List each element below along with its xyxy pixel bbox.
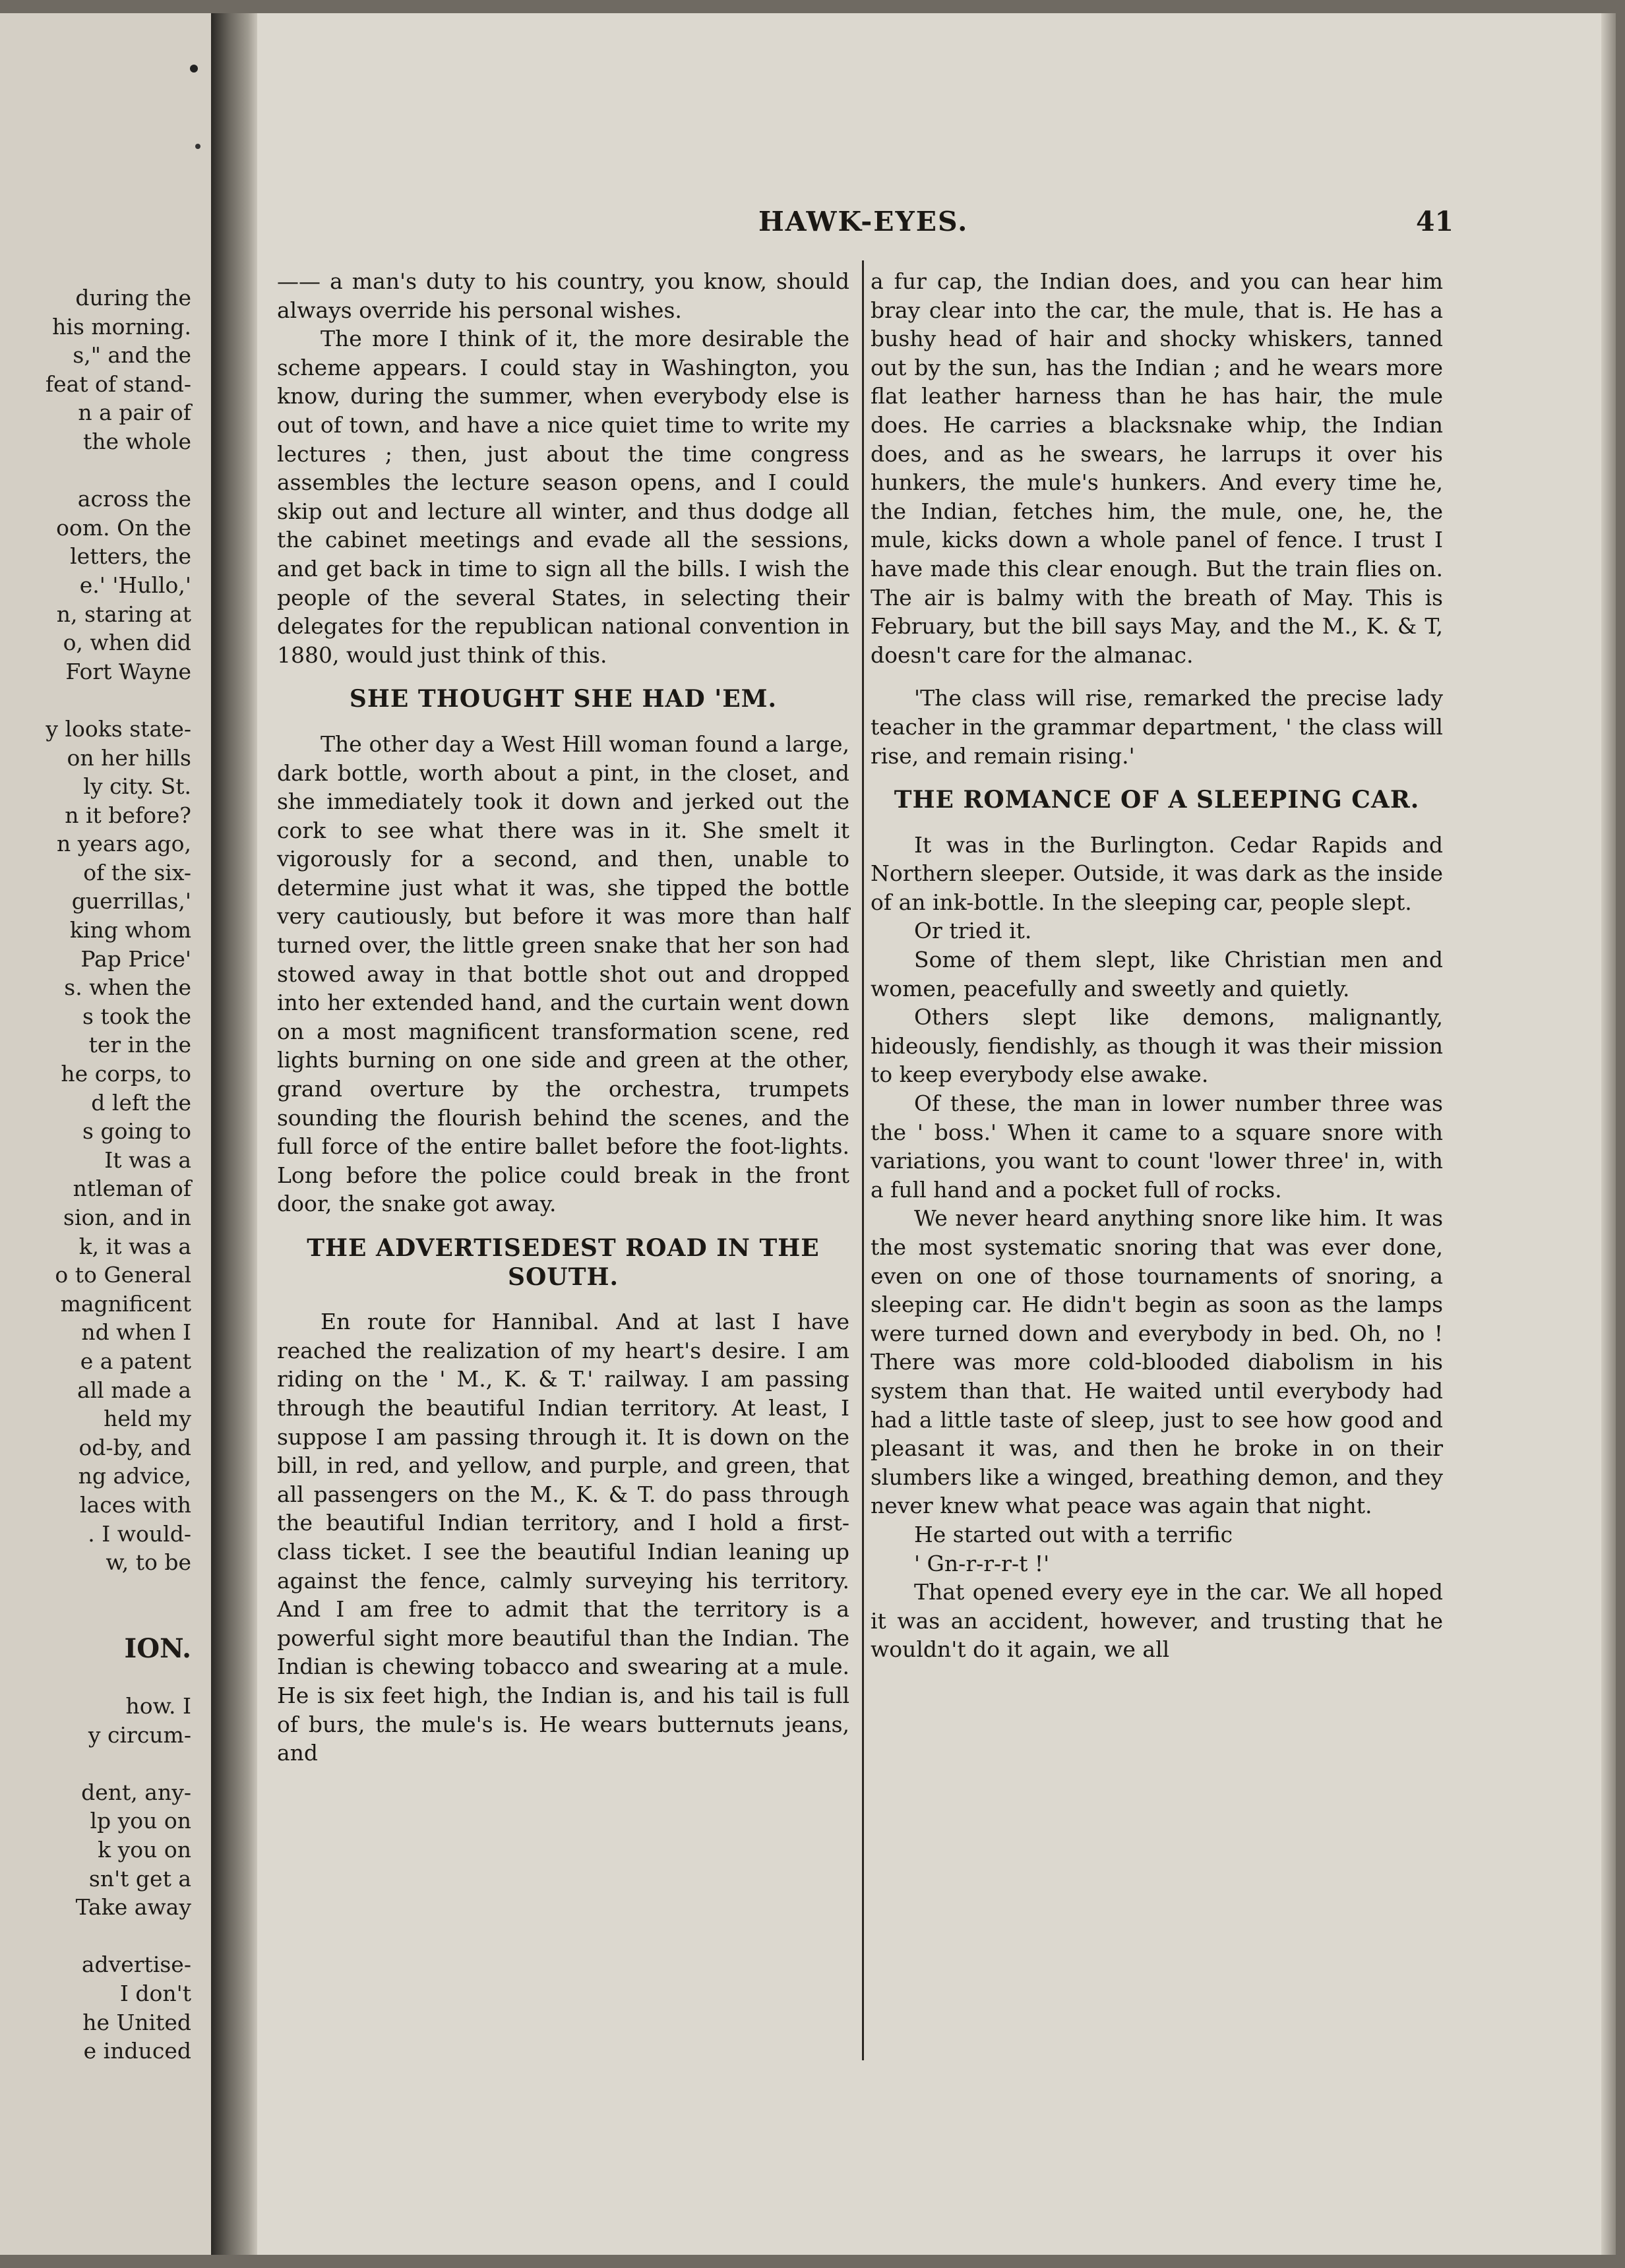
facing-page-line: e a patent — [80, 1348, 191, 1374]
facing-page-line: k you on — [98, 1837, 191, 1863]
facing-page-line: the whole — [83, 428, 191, 454]
paragraph: The other day a West Hill woman found a large, dark bottle, worth about a pint, in the closet, and she immediately took it down and jerked out the cork to see what there was in it. She smelt it vigorously for a second, and then, unable to determine just what it was, she tipped the bottle very cautiously, but before it was more than half turned over, the little green snake that her son had stowed away in that bottle shot out and dropped into her extended hand, and the curtain went down on a most magnificent transformation scene, red lights burning on one side and green at the other, grand overture by the orchestra, trumpets sounding the flourish behind the scenes, and the full force of the entire ballet before the foot-lights. Long before the police could break in the front door, the snake got away. — [277, 731, 849, 1217]
facing-page-line: o to General — [55, 1262, 191, 1288]
paragraph: He started out with a terrific — [914, 1521, 1233, 1547]
paragraph: —— a man's duty to his country, you know, should always override his personal wishes. — [277, 268, 849, 323]
facing-page-line: of the six- — [83, 859, 191, 885]
facing-page-line: all made a — [77, 1377, 191, 1403]
facing-page-line: w, to be — [106, 1549, 191, 1576]
facing-page-line: ION. — [124, 1632, 191, 1664]
book-page — [257, 13, 1616, 2255]
paragraph: Or tried it. — [914, 918, 1032, 944]
facing-page-line — [0, 456, 191, 485]
facing-page-line: he corps, to — [61, 1061, 191, 1087]
page-number: 41 — [1416, 206, 1454, 237]
facing-page-line: he United — [82, 2009, 191, 2035]
book-gutter — [211, 13, 257, 2255]
section-heading: THE ADVERTISEDEST ROAD IN THE SOUTH. — [307, 1234, 820, 1291]
facing-page-line: lp you on — [90, 1808, 191, 1834]
column-rule — [862, 260, 864, 2060]
paragraph: a fur cap, the Indian does, and you can hear him bray clear into the car, the mule, that is. He has a bushy head of hair and shocky whiskers, tanned out by the sun, has the Indian ; and he wears more flat leather harness than he has hair, the mule does. He carries a blacksnake whip, the Indian does, and as he swears, he larrups it over his hunkers, the mule's hunkers. And every time he, the Indian, fetches him, the mule, one, he, the mule, kicks down a whole panel of fence. I trust I have made this clear enough. But the train flies on. The air is balmy with the breath of May. This is February, but the bill says May, and the M., K. & T, doesn't care for the almanac. — [871, 268, 1443, 668]
paragraph: En route for Hannibal. And at last I have reached the realization of my heart's desire. I am riding on the ' M., K. & T.' railway. I am passing through the beautiful Indian territory. At least, I suppose I am passing through it. It is down on the bill, in red, and yellow, and purple, and green, that all passengers on the M., K. & T. do pass through the beautiful Indian territory, and I hold a first-class ticket. I see the beautiful Indian leaning up against the fence, calmly surveying his territory. And I am free to admit that the territory is a powerful sight more beautiful than the Indian. The Indian is chewing tobacco and swearing at a mule. He is six feet high, the Indian is, and his tail is full of burs, the mule's is. He wears butternuts jeans, and — [277, 1309, 849, 1766]
facing-page-line — [0, 1922, 191, 1951]
facing-page-line: letters, the — [70, 543, 191, 570]
facing-page-line: y looks state- — [46, 715, 191, 742]
section-heading: SHE THOUGHT SHE HAD 'EM. — [349, 685, 778, 713]
facing-page-line: od-by, and — [78, 1434, 191, 1460]
facing-page-line: s," and the — [73, 342, 191, 369]
facing-page-line: how. I — [125, 1693, 191, 1719]
facing-page-line: oom. On the — [56, 514, 191, 541]
facing-page-line: Take away — [75, 1894, 191, 1921]
facing-page-line: n it before? — [65, 802, 191, 828]
facing-page-line: during the — [75, 285, 191, 311]
facing-page-line: across the — [77, 486, 191, 512]
facing-page-line: o, when did — [63, 630, 191, 656]
facing-page-line: feat of stand- — [45, 371, 191, 397]
facing-page-line: n a pair of — [78, 400, 191, 426]
facing-page-line: held my — [104, 1406, 191, 1432]
facing-page-line: n, staring at — [56, 601, 191, 627]
paragraph: It was in the Burlington. Cedar Rapids and Northern sleeper. Outside, it was dark as the inside of an ink-bottle. In the sleeping car, people slept. — [871, 831, 1443, 915]
facing-page-line: his morning. — [52, 313, 191, 340]
facing-page-line: s going to — [82, 1118, 191, 1145]
facing-page-line: on her hills — [67, 744, 191, 771]
facing-page-line: y circum- — [88, 1721, 191, 1748]
facing-page-line: nd when I — [81, 1319, 191, 1346]
facing-page-line: ntleman of — [73, 1176, 191, 1202]
paragraph: Some of them slept, like Christian men and women, peacefully and sweetly and quietly. — [871, 947, 1443, 1001]
facing-page-line — [0, 1749, 191, 1778]
facing-page-line: . I would- — [88, 1520, 191, 1547]
section-heading: THE ROMANCE OF A SLEEPING CAR. — [894, 786, 1420, 814]
facing-page-line: n years ago, — [57, 831, 191, 857]
paragraph: The more I think of it, the more desirable the scheme appears. I could stay in Washington, you know, during the summer, when everybody else is out of town, and have a nice quiet time to write my lectures ; then, just about the time congress assembles the lecture season opens, and I could skip out and lecture all winter, and thus dodge all the cabinet meetings and evade all the sessions, and get back in time to sign all the bills. I wish the people of the several States, in selecting their delegates for the republican national convention in 1880, would just think of this. — [277, 326, 849, 668]
facing-page-line — [0, 1663, 191, 1692]
column-right — [871, 267, 1443, 1664]
facing-page-line: ly city. St. — [83, 773, 191, 800]
facing-page-line: magnificent — [60, 1290, 191, 1317]
facing-page-line — [0, 1605, 191, 1634]
facing-page-line: sion, and in — [63, 1205, 191, 1230]
facing-page-line: k, it was a — [78, 1233, 191, 1259]
paragraph: 'The class will rise, remarked the precise lady teacher in the grammar department, ' the class will rise, and remain rising.' — [871, 685, 1443, 769]
paragraph: Of these, the man in lower number three was the ' boss.' When it came to a square snore with variations, you want to count 'lower three' in, with a full hand and a pocket full of rocks. — [871, 1090, 1443, 1203]
ink-dot — [190, 65, 198, 73]
facing-page-line: advertise- — [81, 1952, 191, 1978]
paragraph: That opened every eye in the car. We all hoped it was an accident, however, and trusting that he wouldn't do it again, we all — [871, 1579, 1443, 1663]
facing-page-line — [0, 686, 191, 715]
facing-page-line: king whom — [69, 917, 191, 943]
facing-page-line: d left the — [91, 1089, 191, 1116]
facing-page-line: s. when the — [64, 974, 191, 1001]
facing-page-line: I don't — [119, 1981, 191, 2007]
facing-page-line: dent, any- — [81, 1779, 191, 1805]
facing-page-line — [0, 1577, 191, 1606]
facing-page — [0, 13, 211, 2255]
facing-page-line: e induced — [83, 2038, 191, 2064]
facing-page-line: Pap Price' — [80, 945, 191, 972]
running-title: HAWK-EYES. — [758, 206, 969, 237]
facing-page-line: ter in the — [88, 1032, 191, 1058]
facing-page-line: laces with — [80, 1491, 191, 1518]
facing-page-line: sn't get a — [88, 1865, 191, 1892]
column-left — [277, 267, 849, 1768]
facing-page-line: e.' 'Hullo,' — [79, 572, 191, 598]
facing-page-text — [0, 284, 191, 2066]
facing-page-line: s took the — [82, 1003, 191, 1029]
paragraph: ' Gn-r-r-r-t !' — [914, 1550, 1050, 1576]
facing-page-line: ng advice, — [78, 1463, 191, 1489]
facing-page-line: guerrillas,' — [71, 888, 191, 914]
paragraph: We never heard anything snore like him. It was the most systematic snoring that was ever done, even on one of those tournaments of snoring, a sleeping car. He didn't begin as soon as the lamps were turned down and everybody in bed. Oh, no ! There was more cold-blooded diabolism in his system than that. He waited until everybody had had a little taste of sleep, just to see how good and pleasant it was, and then he broke in on their slumbers like a winged, breathing demon, and they never knew what peace was again that night. — [871, 1205, 1443, 1519]
paragraph: Others slept like demons, malignantly, hideously, fiendishly, as though it was their mission to keep everybody else awake. — [871, 1004, 1443, 1088]
facing-page-line: Fort Wayne — [65, 658, 191, 684]
facing-page-line: It was a — [104, 1147, 191, 1173]
ink-dot — [195, 144, 200, 149]
